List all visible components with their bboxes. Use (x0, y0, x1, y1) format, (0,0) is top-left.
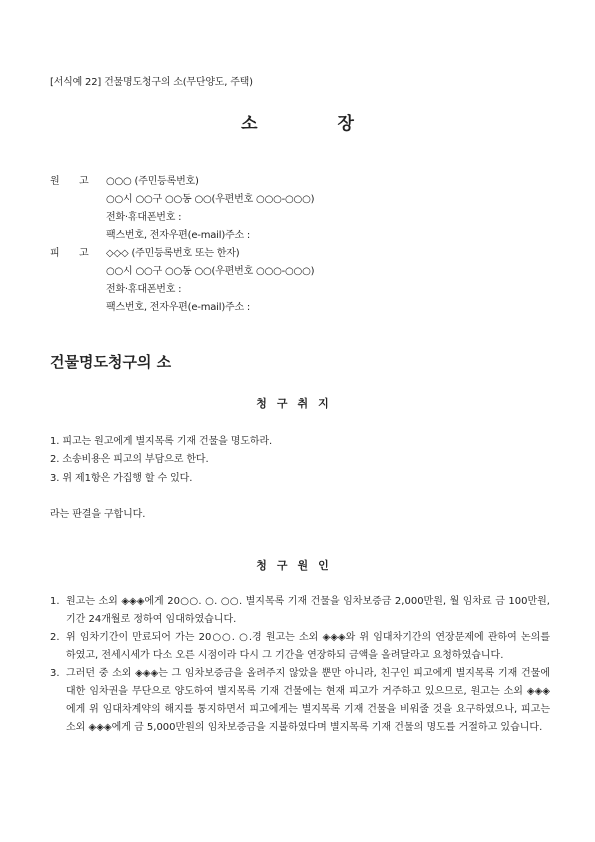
claim-heading: 청구취지 (256, 397, 339, 410)
cause-list (50, 593, 550, 737)
plaintiff-phone: 전화·휴대폰번호 : (106, 212, 182, 223)
plaintiff-address: ○○시 ○○구 ○○동 ○○(우편번호 ○○○-○○○) (106, 194, 315, 205)
defendant-role-char-1: 피 (50, 248, 60, 259)
cause-item-text: 원고는 소외 ◈◈◈에게 20○○. ○. ○○. 별지목록 기재 건물을 임차보증금 2,000만원, 월 임차료 금 100만원, 기간 24개월로 정하여 임대하였습니다. (66, 596, 550, 625)
cause-heading: 청구원인 (256, 559, 339, 572)
cause-item-1 (50, 593, 550, 629)
cause-item-2 (50, 629, 550, 665)
plaintiff-role-char-1: 원 (50, 176, 60, 187)
cause-item-3 (50, 665, 550, 737)
form-number: [서식예 22] 건물명도청구의 소(무단양도, 주택) (50, 77, 253, 88)
defendant-name: ◇◇◇ (주민등록번호 또는 한자) (106, 248, 240, 259)
cause-item-text: 그러던 중 소외 ◈◈◈는 그 임차보증금을 올려주지 않았을 뿐만 아니라, 친구인 피고에게 별지목록 기재 건물에 대한 임차권을 무단으로 양도하여 별지목록 기재 건물에는 현재 피고가 거주하고 있으므로, 원고는 소외 ◈◈◈에게 위 임대차계약의 해지를 통지하면서 피고에게는 별지목록 기재 건물을 비워줄 것을 요구하였으나, 피고는 소외 ◈◈◈에게 금 5,000만원의 임차보증금을 지불하였다며 별지목록 기재 건물의 명도를 거절하고 있습니다. (66, 668, 550, 733)
defendant-role-char-2: 고 (79, 248, 89, 259)
cause-item-number: 1. (50, 596, 60, 607)
cause-item-number: 2. (50, 632, 60, 643)
document-title-char-2: 장 (337, 114, 354, 134)
case-title: 건물명도청구의 소 (50, 353, 172, 371)
cause-item-number: 3. (50, 668, 60, 679)
plaintiff-role-char-2: 고 (79, 176, 89, 187)
defendant-phone: 전화·휴대폰번호 : (106, 284, 182, 295)
plaintiff-name: ○○○ (주민등록번호) (106, 176, 199, 187)
defendant-address: ○○시 ○○구 ○○동 ○○(우편번호 ○○○-○○○) (106, 266, 315, 277)
judgment-request: 라는 판결을 구합니다. (50, 509, 146, 520)
claim-item-1: 1. 피고는 원고에게 별지목록 기재 건물을 명도하라. (50, 436, 273, 447)
defendant-fax-email: 팩스번호, 전자우편(e-mail)주소 : (106, 302, 251, 313)
claim-item-3: 3. 위 제1항은 가집행 할 수 있다. (50, 473, 193, 484)
plaintiff-fax-email: 팩스번호, 전자우편(e-mail)주소 : (106, 230, 251, 241)
document-title (0, 109, 595, 134)
document-title-char-1: 소 (241, 114, 258, 134)
cause-item-text: 위 임차기간이 만료되어 가는 20○○. ○.경 원고는 소외 ◈◈◈와 위 임대차기간의 연장문제에 관하여 논의를 하였고, 전세시세가 다소 오른 시점이라 다시 그 기간을 연장하되 금액을 올려달라고 요청하였습니다. (66, 632, 550, 661)
claim-item-2: 2. 소송비용은 피고의 부담으로 한다. (50, 454, 209, 465)
